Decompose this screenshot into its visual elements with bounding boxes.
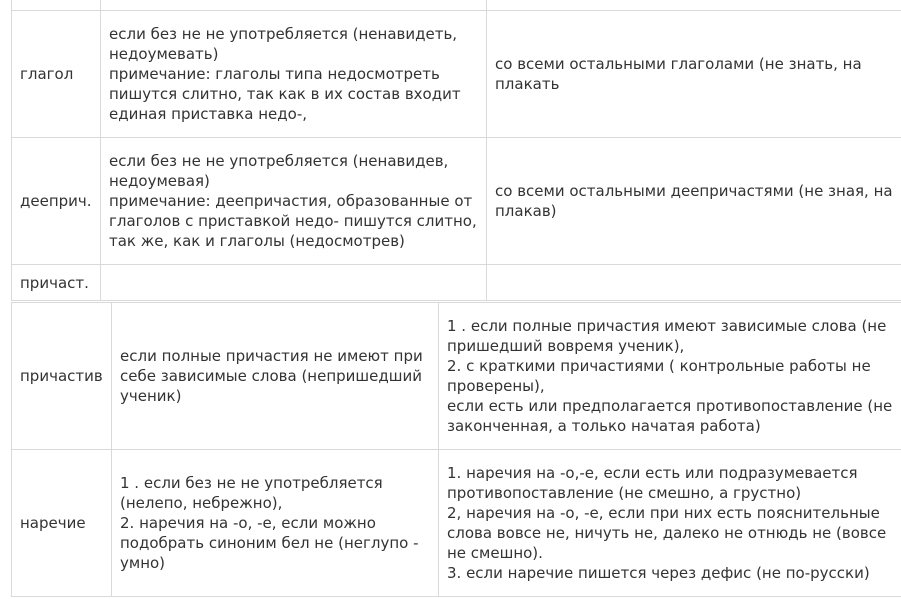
cell-line: 1 . если полные причастия имеют зависимые слова (не: [447, 317, 887, 335]
cell-line: слова вовсе не, ничуть не, далеко не отнюдь не (вовсе: [447, 524, 887, 542]
table2-left-border: [11, 302, 12, 597]
cell-line: глаголов с приставкой недо- пишутся слитно,: [109, 212, 477, 230]
table1-left-cell: [109, 265, 485, 300]
cell-line: противопоставление (не смешно, а грустно): [447, 484, 802, 502]
table1-right-cell: [495, 11, 895, 137]
table1-left-cell: [109, 138, 485, 264]
cell-line: плакать: [495, 75, 560, 93]
cell-line: со всеми остальными глаголами (не знать, на: [495, 55, 862, 73]
cell-line: законченная, а только начатая работа): [447, 417, 761, 435]
table2-right-cell: [447, 303, 901, 449]
cell-line: примечание: деепричастия, образованные от: [109, 192, 473, 210]
cell-line: (нелепо, небрежно),: [120, 494, 283, 512]
cell-line: пишутся слитно, так как в их состав входит: [109, 85, 461, 103]
cell-line: не смешно).: [447, 544, 543, 562]
table1-row-label: причаст.: [20, 273, 89, 292]
cell-line: 3. если наречие пишется через дефис (не по-русски): [447, 564, 870, 582]
cell-line: со всеми остальными деепричастями (не зная, на: [495, 182, 893, 200]
cell-line: 1 . если без не не употребляется: [120, 474, 383, 492]
table1-right-cell: [495, 265, 895, 300]
table2-bottom-border: [11, 596, 901, 597]
table2-col-divider: [438, 302, 439, 597]
table1-col-divider: [486, 0, 487, 301]
table1-row-label: дееприч.: [20, 192, 92, 210]
cell-line: 1. наречия на -о,-е, если есть или подразумевается: [447, 464, 858, 482]
table2-row-label: причастив: [20, 367, 103, 385]
cell-line: если без не не употребляется (ненавидев,: [109, 152, 449, 170]
cell-line: ученик): [120, 387, 182, 405]
cell-line: недоумевать): [109, 45, 219, 63]
cell-line: 2. наречия на -о, -е, если можно: [120, 514, 376, 532]
table2-col-divider: [111, 302, 112, 597]
cell-line: 2. с краткими причастиями ( контрольные работы не: [447, 357, 871, 375]
cell-line: плакав): [495, 202, 557, 220]
table1-right-cell: [495, 138, 895, 264]
table2-right-cell: [447, 450, 901, 596]
table1-bottom-border: [11, 300, 901, 301]
cell-line: подобрать синоним бел не (неглупо -: [120, 534, 419, 552]
cell-line: умно): [120, 554, 166, 572]
cell-line: проверены),: [447, 377, 545, 395]
table1-row-label: глагол: [20, 65, 74, 83]
table1-left-cell: [109, 11, 485, 137]
cell-line: пришедший вовремя ученик),: [447, 337, 685, 355]
table2-left-cell: [120, 450, 436, 596]
cell-line: примечание: глаголы типа недосмотреть: [109, 65, 440, 83]
table2-left-cell: [120, 303, 436, 449]
cell-line: если есть или предполагается противопоставление (не: [447, 397, 893, 415]
cell-line: 2, наречия на -о, -е, если при них есть пояснительные: [447, 504, 880, 522]
table1-col-divider: [100, 0, 101, 301]
cell-line: если без не не употребляется (ненавидеть,: [109, 25, 458, 43]
cell-line: недоумевая): [109, 172, 210, 190]
table1-left-border: [11, 0, 12, 301]
table2-row-label: наречие: [20, 514, 86, 532]
cell-line: если полные причастия не имеют при: [120, 347, 423, 365]
cell-line: так же, как и глаголы (недосмотрев): [109, 232, 405, 250]
cell-line: себе зависимые слова (непришедший: [120, 367, 422, 385]
cell-line: единая приставка недо-,: [109, 105, 308, 123]
